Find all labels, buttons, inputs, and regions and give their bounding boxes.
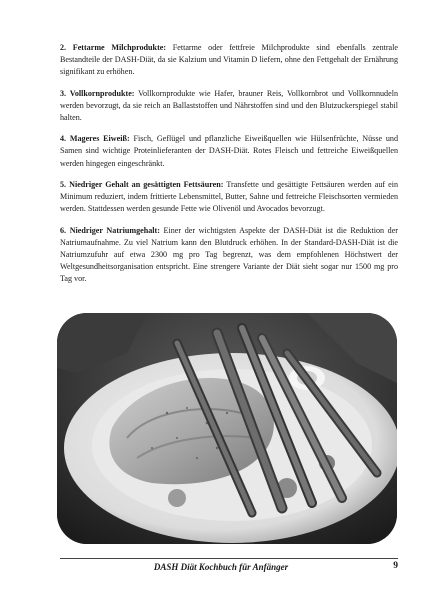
paragraph-body: Fisch, Geflügel und pflanzliche Eiweißquellen wie Hülsenfrüchte, Nüsse und Samen sind wichtige Proteinlieferanten der DASH-Diät. Rotes Fleisch und fettreiche Eiweißquellen werden hingegen eingeschränkt.	[60, 134, 398, 168]
paragraph-protein	[60, 133, 398, 169]
paragraph-body: Vollkornprodukte wie Hafer, brauner Reis, Vollkornbrot und Vollkornnudeln werden bevorzugt, da sie reich an Ballaststoffen und Nährstoffen sind und den Blutzuckerspiegel stabil halten.	[60, 88, 398, 122]
paragraph-heading: 4. Mageres Eiweiß:	[60, 134, 130, 144]
paragraph-heading: 2. Fettarme Milchprodukte:	[60, 43, 167, 52]
body-text	[60, 42, 398, 295]
footer-book-title: DASH Diät Kochbuch für Anfänger	[153, 562, 289, 572]
paragraph-body: Fettarme oder fettfreie Milchprodukte sind ebenfalls zentrale Bestandteile der DASH-Diät, da sie Kalzium und Vitamin D liefern, ohne den Fettgehalt der Ernährung signifikant zu erhöhen.	[60, 43, 398, 77]
salmon-asparagus-photo	[57, 313, 397, 544]
paragraph-body: Transfette und gesättigte Fettsäuren werden auf ein Minimum reduziert, indem frittierte Lebensmittel, Butter, Sahne und fettreiche Fleischsorten vermieden werden. Stattdessen werden gesunde Fette wie Olivenöl und Avocados bevorzugt.	[60, 180, 399, 214]
paragraph-dairy	[60, 42, 398, 78]
paragraph-saturated-fat	[60, 179, 398, 215]
paragraph-heading: 6. Niedriger Natriumgehalt:	[60, 225, 160, 235]
paragraph-heading: 3. Vollkornprodukte:	[60, 88, 135, 98]
paragraph-sodium	[60, 225, 398, 285]
page-number: 9	[393, 561, 398, 571]
paragraph-heading: 5. Niedriger Gehalt an gesättigten Fettsäuren:	[60, 180, 224, 190]
paragraph-body: Einer der wichtigsten Aspekte der DASH-Diät ist die Reduktion der Natriumaufnahme. Zu viel Natrium kann den Blutdruck erhöhen. In der Standard-DASH-Diät ist die Natriumzufuhr auf etwa 2300 mg pro Tag begrenzt, was dem empfohlenen Höchstwert der Weltgesundheitsorganisation entspricht. Eine strengere Variante der Diät sieht sogar nur 1500 mg pro Tag vor.	[60, 225, 398, 284]
footer-divider	[60, 558, 398, 559]
paragraph-wholegrain	[60, 88, 398, 124]
